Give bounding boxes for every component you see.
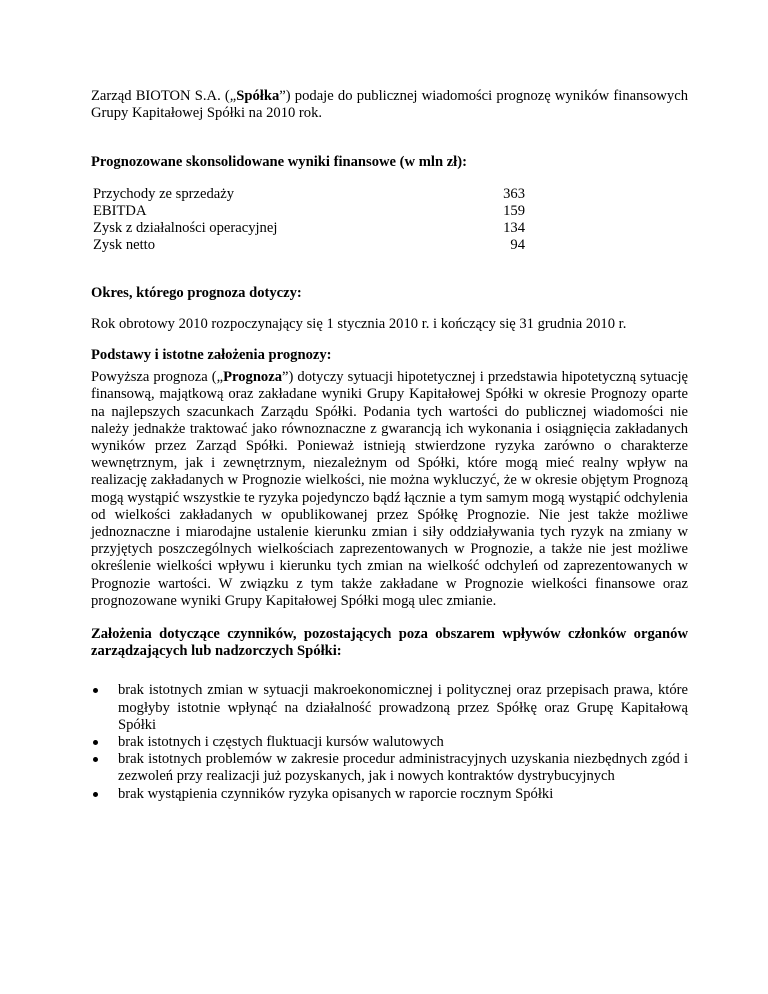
assumption-text: brak istotnych i częstych fluktuacji kursów walutowych <box>118 734 444 751</box>
assumption-item <box>91 734 688 751</box>
forecast-row <box>93 220 525 237</box>
forecast-row <box>93 237 525 254</box>
intro-spolka-term: Spółka <box>236 88 280 104</box>
forecast-heading: Prognozowane skonsolidowane wyniki finansowe (w mln zł): <box>91 154 467 171</box>
forecast-row-value: 363 <box>503 185 525 202</box>
forecast-table <box>93 186 525 254</box>
period-heading: Okres, którego prognoza dotyczy: <box>91 284 302 301</box>
assumptions-heading: Założenia dotyczące czynników, pozostających poza obszarem wpływów członków organów zarządzających lub nadzorczych Spółki: <box>91 626 688 660</box>
intro-text-2: ”) podaje do publicznej wiadomości prognozę wyników finansowych Grupy Kapitałowej Spółki na 2010 rok. <box>91 88 688 122</box>
intro-text-1: Zarząd BIOTON S.A. („ <box>91 88 237 104</box>
bullet-dot-icon <box>93 757 98 762</box>
assumption-item <box>91 682 688 734</box>
basis-heading: Podstawy i istotne założenia prognozy: <box>91 347 332 364</box>
forecast-row-value: 134 <box>503 219 525 236</box>
forecast-row <box>93 203 525 220</box>
bullet-dot-icon <box>93 792 98 797</box>
basis-text-1: Powyższa prognoza („ <box>91 369 224 386</box>
assumption-item <box>91 751 688 785</box>
basis-paragraph <box>91 369 688 610</box>
forecast-row-label: Zysk z działalności operacyjnej <box>93 219 278 236</box>
forecast-row-label: EBITDA <box>93 202 147 219</box>
forecast-row <box>93 186 525 203</box>
intro-paragraph <box>91 88 688 122</box>
document-page <box>91 88 688 803</box>
basis-text-2: ”) dotyczy sytuacji hipotetycznej i przedstawia hipotetyczną sytuację finansową, majątkową oraz zakładane wyniki Grupy Kapitałowej Spółki w okresie Prognozy oparte na najlepszych szacunkach Zarządu Spółki. Podania tych wartości do publicznej wiadomości nie należy jednakże traktować jako równoznaczne z gwarancją ich wykonania i osiągnięcia zakładanych wyników przez Zarząd Spółki. Ponieważ istnieją stwierdzone ryzyka zarówno o charakterze wewnętrznym, jak i zewnętrznym, niezależnym od Spółki, które mogą mieć realny wpływ na realizację zakładanych w Prognozie wielkości, nie można wykluczyć, że w okresie objętym Prognozą mogą wystąpić wszystkie te ryzyka pojedynczo bądź łącznie a tym samym mogą wystąpić odchylenia od wielkości zakładanych w opublikowanej przez Spółkę Prognozie. Nie jest także możliwe jednoznaczne i miarodajne ustalenie kierunku zmian i siły oddziaływania tych ryzyk na zmiany w przyjętych poszczególnych wielkościach zaprezentowanych w Prognozie, a także nie jest możliwe określenie wielkości wpływu i kierunku tych zmian na wielkość odchyleń od zaprezentowanych w Prognozie wartości. W związku z tym także zakładane w Prognozie wielkości finansowe oraz prognozowane wyniki Grupy Kapitałowej Spółki mogą ulec zmianie. <box>91 369 688 609</box>
assumption-text: brak wystąpienia czynników ryzyka opisanych w raporcie rocznym Spółki <box>118 785 554 802</box>
assumption-text: brak istotnych zmian w sytuacji makroekonomicznej i politycznej oraz przepisach prawa, które mogłyby istotnie wpłynąć na działalność prowadzoną przez Spółkę oraz Grupę Kapitałową Spółki <box>118 682 688 733</box>
basis-prognoza-term: Prognoza <box>223 369 283 386</box>
period-text: Rok obrotowy 2010 rozpoczynający się 1 stycznia 2010 r. i kończący się 31 grudnia 2010 r. <box>91 315 627 332</box>
forecast-row-label: Przychody ze sprzedaży <box>93 185 235 202</box>
bullet-dot-icon <box>93 688 98 693</box>
assumption-text: brak istotnych problemów w zakresie procedur administracyjnych uzyskania niezbędnych zgód i zezwoleń przy realizacji już pozyskanych, jak i nowych kontraktów dystrybucyjnych <box>118 751 688 785</box>
bullet-dot-icon <box>93 740 98 745</box>
assumptions-list <box>91 682 688 802</box>
assumption-item <box>91 786 688 803</box>
forecast-row-value: 159 <box>503 202 525 219</box>
forecast-row-label: Zysk netto <box>93 236 156 253</box>
forecast-row-value: 94 <box>510 236 525 253</box>
